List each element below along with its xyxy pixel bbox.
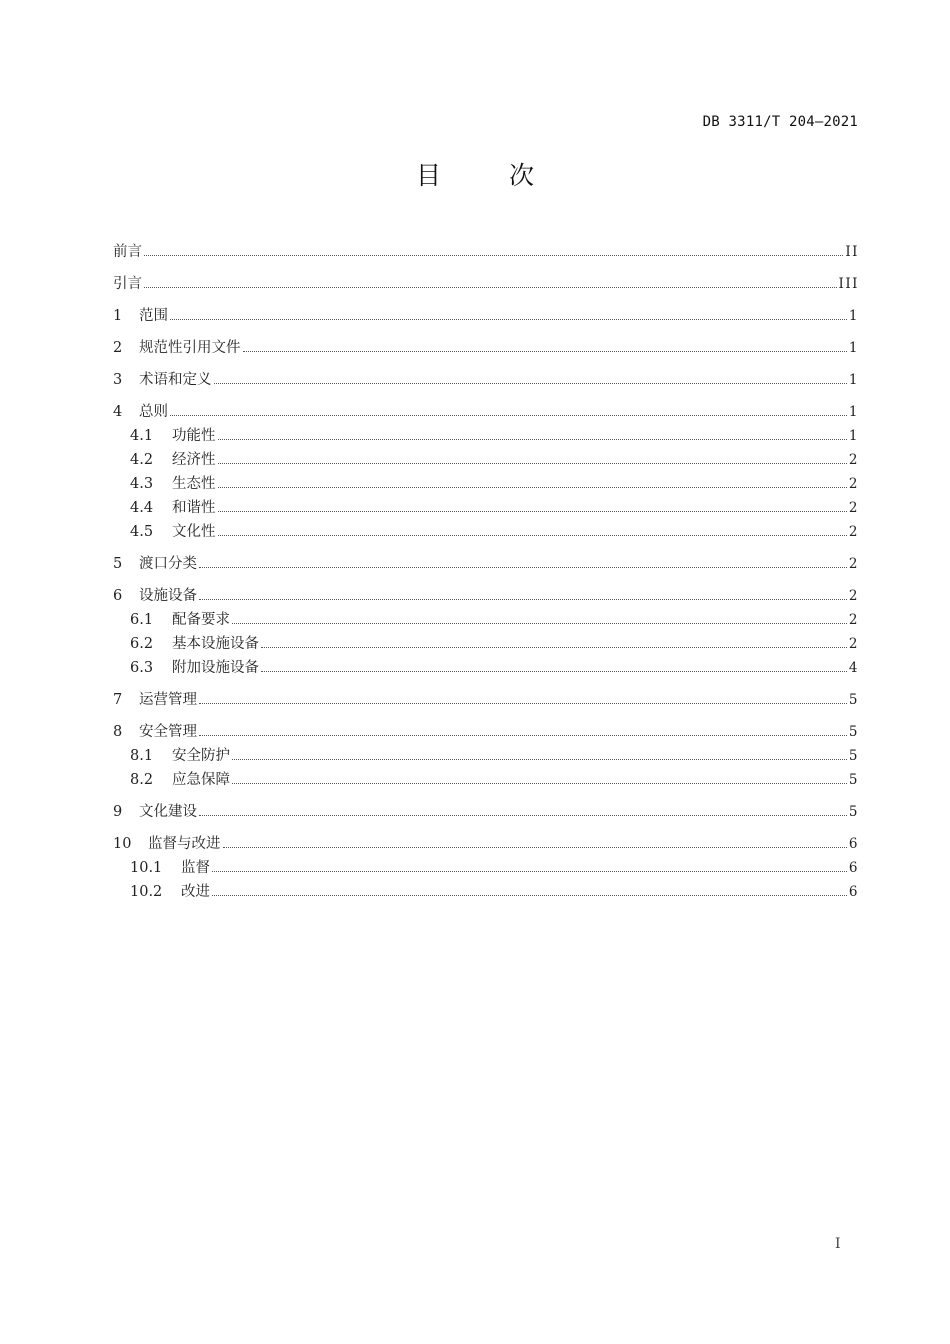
toc-entry-label: 总则 xyxy=(139,404,168,420)
toc-entry-number: 6 xyxy=(113,588,123,604)
toc-entry-number: 8 xyxy=(113,724,123,740)
dot-leader xyxy=(199,814,847,816)
toc-entry-page: 5 xyxy=(848,724,859,740)
dot-leader xyxy=(232,782,847,784)
toc-entry-page: 6 xyxy=(848,884,859,900)
dot-leader xyxy=(144,286,837,288)
toc-entry[interactable] xyxy=(113,244,859,260)
dot-leader xyxy=(214,382,847,384)
dot-leader xyxy=(218,486,847,488)
dot-leader xyxy=(199,598,847,600)
dot-leader xyxy=(218,534,847,536)
dot-leader xyxy=(261,646,847,648)
toc-entry[interactable] xyxy=(113,636,859,652)
dot-leader xyxy=(261,670,847,672)
toc-entry-number: 10.2 xyxy=(130,884,163,900)
toc-entry-page: 2 xyxy=(848,588,859,604)
toc-entry-page: 4 xyxy=(848,660,859,676)
toc-entry-number: 5 xyxy=(113,556,123,572)
toc-entry[interactable] xyxy=(113,804,859,820)
toc-entry[interactable] xyxy=(113,452,859,468)
toc-entry-number: 4.4 xyxy=(130,500,154,516)
toc-entry-page: 2 xyxy=(848,612,859,628)
dot-leader xyxy=(170,318,847,320)
toc-entry-label: 附加设施设备 xyxy=(172,660,259,676)
toc-entry[interactable] xyxy=(113,556,859,572)
toc-entry-label: 经济性 xyxy=(172,452,216,468)
toc-entry-label: 术语和定义 xyxy=(139,372,212,388)
table-of-contents xyxy=(113,244,859,900)
toc-entry[interactable] xyxy=(113,500,859,516)
toc-entry-page: 2 xyxy=(848,452,859,468)
dot-leader xyxy=(232,758,847,760)
toc-entry-number: 4 xyxy=(113,404,123,420)
toc-entry-page: 1 xyxy=(848,340,859,356)
toc-entry-number: 4.3 xyxy=(130,476,154,492)
toc-entry-number: 6.1 xyxy=(130,612,154,628)
toc-entry-label: 配备要求 xyxy=(172,612,230,628)
toc-entry-number: 4.2 xyxy=(130,452,154,468)
dot-leader xyxy=(218,438,847,440)
toc-entry[interactable] xyxy=(113,612,859,628)
toc-entry-label: 改进 xyxy=(181,884,210,900)
dot-leader xyxy=(199,702,847,704)
toc-entry-number: 3 xyxy=(113,372,123,388)
dot-leader xyxy=(199,734,847,736)
toc-entry-label: 文化性 xyxy=(172,524,216,540)
toc-entry-page: III xyxy=(838,276,859,292)
toc-entry-page: 2 xyxy=(848,556,859,572)
toc-entry-label: 范围 xyxy=(139,308,168,324)
toc-entry-page: 6 xyxy=(848,860,859,876)
toc-entry-number: 4.5 xyxy=(130,524,154,540)
toc-entry-label: 监督 xyxy=(181,860,210,876)
toc-entry-label: 功能性 xyxy=(172,428,216,444)
toc-entry[interactable] xyxy=(113,340,859,356)
toc-entry[interactable] xyxy=(113,308,859,324)
toc-entry-page: 1 xyxy=(848,428,859,444)
toc-entry-number: 7 xyxy=(113,692,123,708)
dot-leader xyxy=(232,622,847,624)
toc-entry-page: 1 xyxy=(848,372,859,388)
toc-entry-page: 5 xyxy=(848,772,859,788)
dot-leader xyxy=(218,462,847,464)
toc-entry-page: 5 xyxy=(848,748,859,764)
toc-entry[interactable] xyxy=(113,588,859,604)
toc-entry[interactable] xyxy=(113,724,859,740)
toc-entry-page: 5 xyxy=(848,804,859,820)
toc-entry-page: 6 xyxy=(848,836,859,852)
toc-entry[interactable] xyxy=(113,476,859,492)
toc-entry-number: 8.1 xyxy=(130,748,154,764)
toc-entry-number: 10 xyxy=(113,836,132,852)
toc-entry-number: 6.3 xyxy=(130,660,154,676)
toc-entry[interactable] xyxy=(113,748,859,764)
dot-leader xyxy=(144,254,843,256)
toc-entry-label: 设施设备 xyxy=(139,588,197,604)
toc-entry-page: 2 xyxy=(848,636,859,652)
toc-entry-number: 2 xyxy=(113,340,123,356)
dot-leader xyxy=(212,894,847,896)
toc-entry-page: 1 xyxy=(848,308,859,324)
toc-entry-label: 生态性 xyxy=(172,476,216,492)
title-char-2: 次 xyxy=(508,161,534,190)
toc-entry[interactable] xyxy=(113,372,859,388)
toc-entry-number: 9 xyxy=(113,804,123,820)
toc-entry-label: 运营管理 xyxy=(139,692,197,708)
toc-entry-page: II xyxy=(845,244,859,260)
toc-entry-label: 监督与改进 xyxy=(148,836,221,852)
toc-entry[interactable] xyxy=(113,772,859,788)
toc-entry-number: 8.2 xyxy=(130,772,154,788)
toc-entry-page: 1 xyxy=(848,404,859,420)
toc-entry[interactable] xyxy=(113,884,859,900)
toc-entry-page: 2 xyxy=(848,500,859,516)
toc-entry[interactable] xyxy=(113,524,859,540)
toc-entry[interactable] xyxy=(113,276,859,292)
toc-entry-page: 5 xyxy=(848,692,859,708)
toc-entry[interactable] xyxy=(113,836,859,852)
toc-entry-page: 2 xyxy=(848,476,859,492)
toc-entry[interactable] xyxy=(113,428,859,444)
toc-entry-label: 渡口分类 xyxy=(139,556,197,572)
toc-entry-number: 4.1 xyxy=(130,428,154,444)
toc-entry-label: 安全管理 xyxy=(139,724,197,740)
toc-entry[interactable] xyxy=(113,692,859,708)
dot-leader xyxy=(243,350,847,352)
dot-leader xyxy=(199,566,847,568)
dot-leader xyxy=(170,414,847,416)
toc-entry-label: 文化建设 xyxy=(139,804,197,820)
toc-entry-label: 引言 xyxy=(113,276,142,292)
toc-entry-number: 10.1 xyxy=(130,860,163,876)
toc-entry-number: 6.2 xyxy=(130,636,154,652)
toc-entry-label: 应急保障 xyxy=(172,772,230,788)
toc-entry[interactable] xyxy=(113,660,859,676)
toc-entry-label: 安全防护 xyxy=(172,748,230,764)
page-number: I xyxy=(835,1236,841,1252)
toc-entry-label: 前言 xyxy=(113,244,142,260)
page-title xyxy=(0,156,950,192)
toc-entry-label: 规范性引用文件 xyxy=(139,340,241,356)
document-code: DB 3311/T 204—2021 xyxy=(702,114,858,130)
toc-entry-label: 基本设施设备 xyxy=(172,636,259,652)
toc-entry-number: 1 xyxy=(113,308,123,324)
toc-entry-label: 和谐性 xyxy=(172,500,216,516)
title-char-1: 目 xyxy=(416,161,442,190)
dot-leader xyxy=(212,870,847,872)
toc-entry[interactable] xyxy=(113,404,859,420)
toc-entry-page: 2 xyxy=(848,524,859,540)
toc-entry[interactable] xyxy=(113,860,859,876)
dot-leader xyxy=(223,846,847,848)
dot-leader xyxy=(218,510,847,512)
